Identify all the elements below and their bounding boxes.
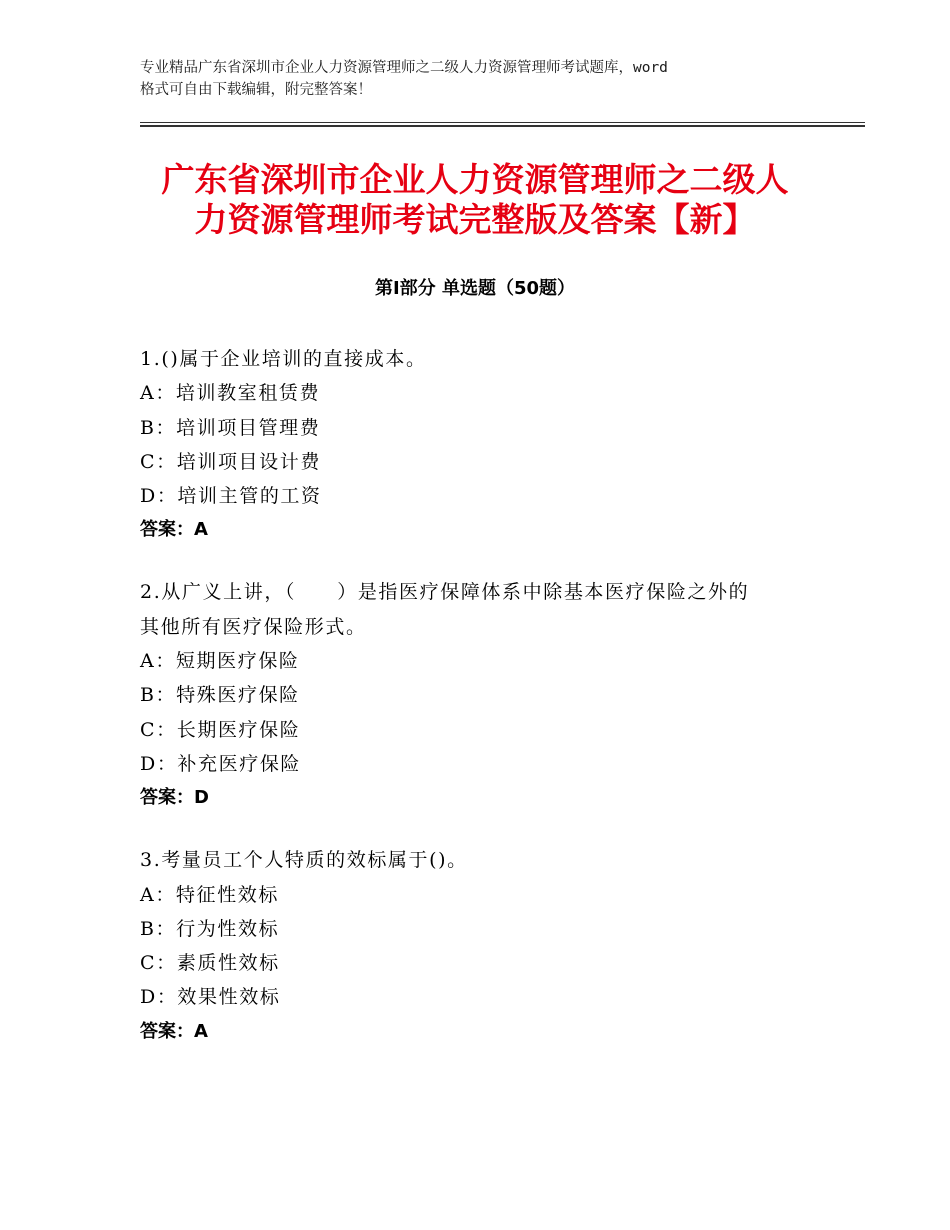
question-stem: 1.()属于企业培训的直接成本。 — [140, 348, 427, 370]
question-1 — [140, 342, 840, 547]
answer-label: 答案：D — [140, 787, 209, 809]
question-2 — [140, 575, 840, 815]
question-stem-continued: 其他所有医疗保险形式。 — [140, 615, 367, 638]
header-divider-thick — [140, 125, 865, 127]
section-title: 第Ⅰ部分 单选题（50题） — [374, 278, 575, 299]
document-title — [100, 160, 850, 240]
option-a: A：特征性效标 — [140, 883, 279, 906]
header-divider-thin — [140, 122, 865, 123]
question-list — [140, 342, 840, 1077]
header-line-2: 格式可自由下载编辑，附完整答案！ — [140, 82, 372, 98]
question-stem: 2.从广义上讲，（ ）是指医疗保障体系中除基本医疗保险之外的 — [140, 581, 750, 604]
title-line-2: 力资源管理师考试完整版及答案【新】 — [194, 200, 756, 239]
header-line-1: 专业精品广东省深圳市企业人力资源管理师之二级人力资源管理师考试题库，word — [140, 60, 668, 76]
option-d: D：补充医疗保险 — [140, 752, 302, 775]
question-stem: 3.考量员工个人特质的效标属于()。 — [140, 849, 468, 872]
option-c: C：培训项目设计费 — [140, 450, 321, 473]
option-c: C：素质性效标 — [140, 952, 280, 975]
option-b: B：培训项目管理费 — [140, 416, 321, 439]
option-d: D：效果性效标 — [140, 986, 281, 1009]
option-d: D：培训主管的工资 — [140, 485, 322, 508]
option-c: C：长期医疗保险 — [140, 718, 301, 741]
answer-label: 答案：A — [140, 519, 208, 541]
question-3 — [140, 843, 840, 1048]
document-header-note — [140, 57, 830, 101]
answer-label: 答案：A — [140, 1020, 208, 1042]
option-a: A：短期医疗保险 — [140, 650, 300, 673]
option-a: A：培训教室租赁费 — [140, 382, 321, 405]
title-line-1: 广东省深圳市企业人力资源管理师之二级人 — [161, 160, 789, 199]
option-b: B：行为性效标 — [140, 917, 280, 940]
option-b: B：特殊医疗保险 — [140, 684, 300, 707]
